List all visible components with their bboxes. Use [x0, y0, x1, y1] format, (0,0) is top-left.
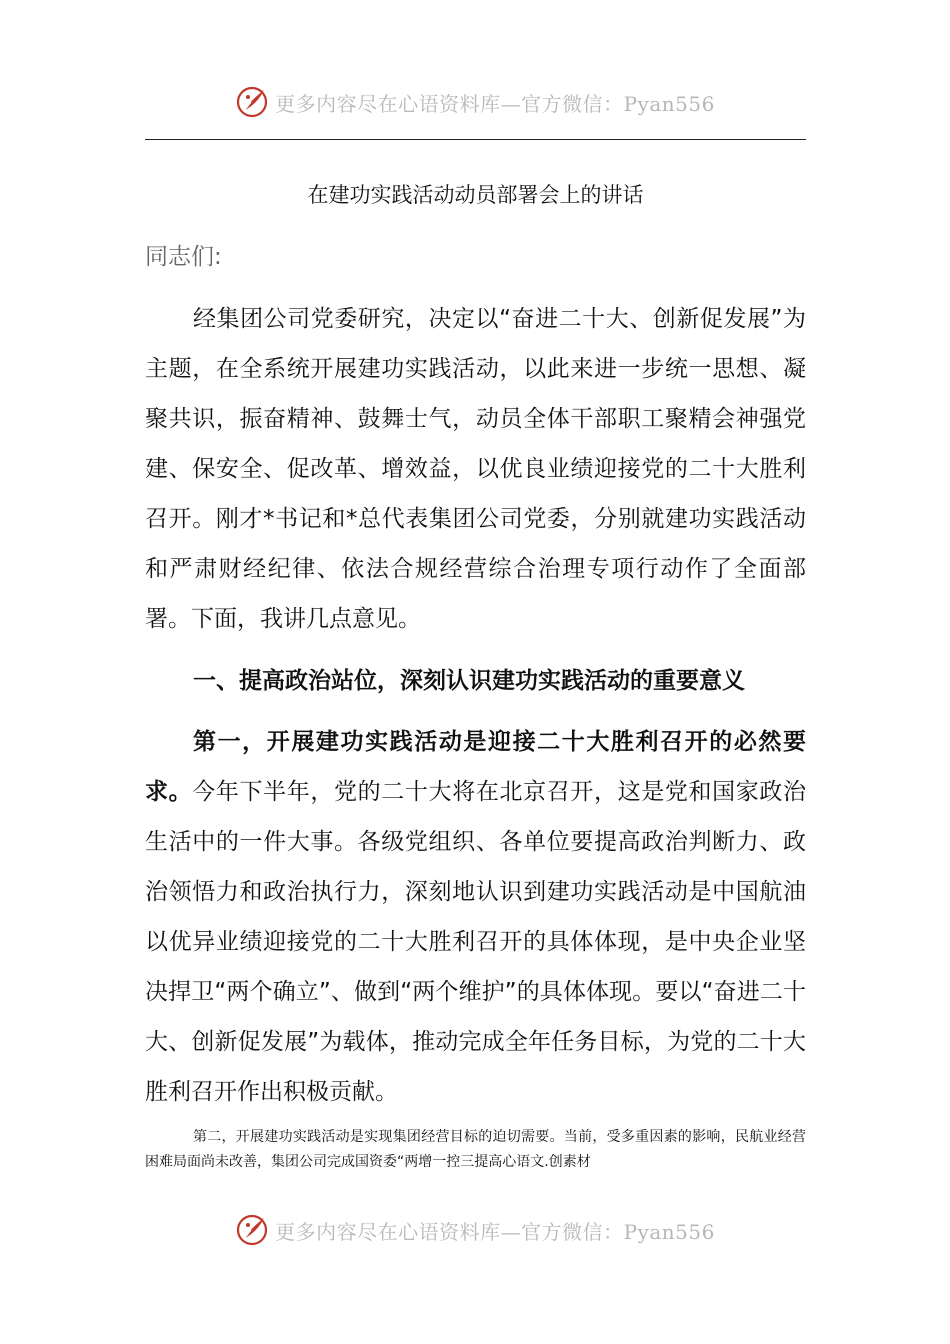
section-heading: 一、提高政治站位，深刻认识建功实践活动的重要意义	[193, 668, 745, 694]
quill-pen-logo-icon	[235, 1213, 269, 1247]
paragraph-first-point-lead: 第一，开展建功实践活动是迎接二十大胜利召开的必然要求。	[145, 729, 806, 805]
paragraph-first-point-body: 今年下半年，党的二十大将在北京召开，这是党和国家政治生活中的一件大事。各级党组织、各单位要提高政治判断力、政治领悟力和政治执行力，深刻地认识到建功实践活动是中国航油以优异业绩迎接党的二十大胜利召开的具体体现，是中央企业坚决捍卫“两个确立”、做到“两个维护”的具体体现。要以“奋进二十大、创新促发展”为载体，推动完成全年任务目标，为党的二十大胜利召开作出积极贡献。	[145, 779, 807, 1105]
page-title: 在建功实践活动动员部署会上的讲话	[307, 183, 644, 207]
header-divider	[145, 139, 806, 140]
paragraph-intro: 经集团公司党委研究，决定以“奋进二十大、创新促发展”为主题，在全系统开展建功实践活动，以此来进一步统一思想、凝聚共识，振奋精神、鼓舞士气，动员全体干部职工聚精会神强党建、保安全、促改革、增效益，以优良业绩迎接党的二十大胜利召开。刚才*书记和*总代表集团公司党委，分别就建功实践活动和严肃财经纪律、依法合规经营综合治理专项行动作了全面部署。下面，我讲几点意见。	[145, 306, 806, 632]
quill-pen-logo-icon	[235, 85, 269, 119]
paragraph-second-point: 第二，开展建功实践活动是实现集团经营目标的迫切需要。当前，受多重因素的影响，民航业经营困难局面尚未改善，集团公司完成国资委“两增一控三提高心语文.创素材	[145, 1129, 806, 1170]
header-banner	[0, 82, 950, 122]
paragraph-first-point	[145, 717, 806, 1117]
salutation: 同志们:	[145, 244, 222, 270]
footer-banner	[0, 1210, 950, 1250]
header-banner-text: 更多内容尽在心语资料库—官方微信：Pyan556	[275, 91, 715, 116]
footer-banner-text: 更多内容尽在心语资料库—官方微信：Pyan556	[275, 1219, 715, 1244]
